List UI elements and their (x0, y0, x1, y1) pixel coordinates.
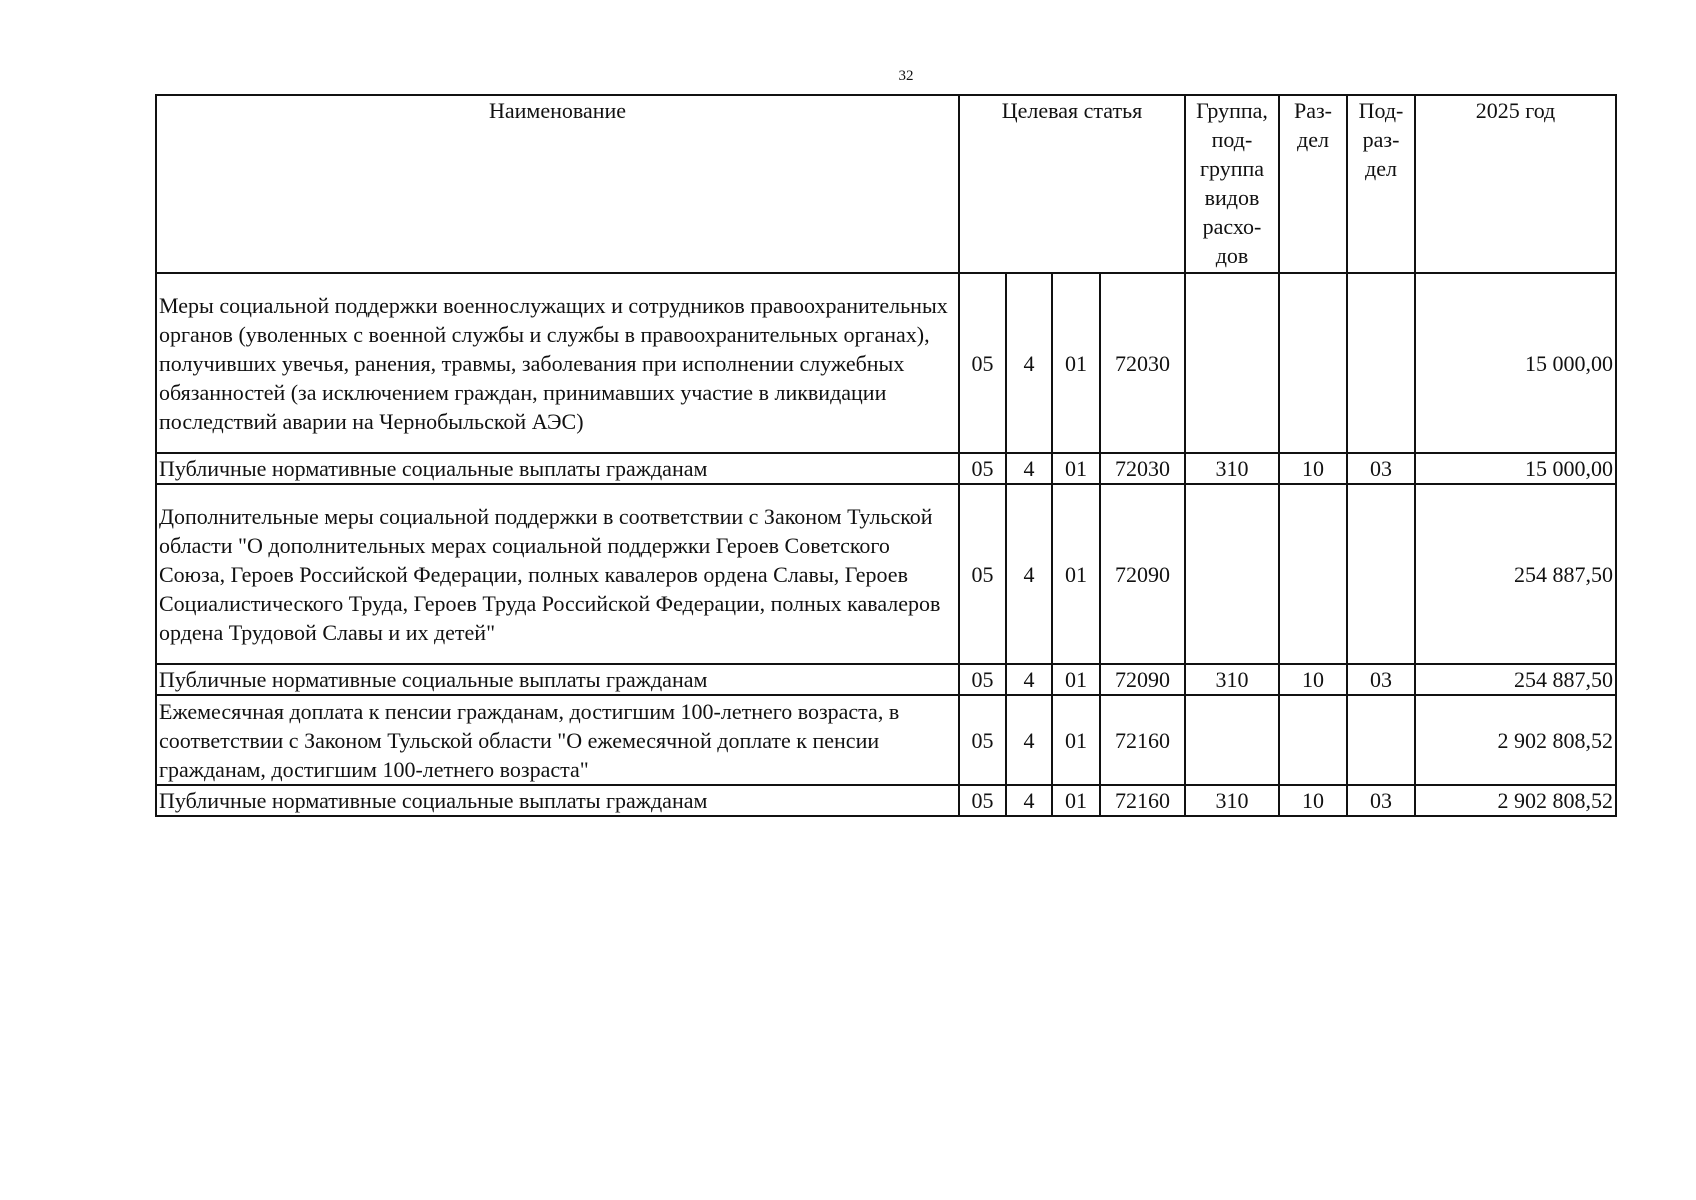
row-amount: 2 902 808,52 (1415, 785, 1616, 816)
header-target-article: Целевая статья (959, 95, 1185, 273)
row-subprogram: 4 (1006, 785, 1052, 816)
row-main-event: 01 (1052, 785, 1100, 816)
row-subprogram: 4 (1006, 695, 1052, 785)
row-name: Публичные нормативные социальные выплаты гражданам (156, 785, 959, 816)
row-direction: 72030 (1100, 453, 1185, 484)
row-direction: 72090 (1100, 664, 1185, 695)
row-program: 05 (959, 695, 1006, 785)
row-main-event: 01 (1052, 695, 1100, 785)
row-group: 310 (1185, 453, 1279, 484)
row-subsection: 03 (1347, 785, 1415, 816)
row-amount: 2 902 808,52 (1415, 695, 1616, 785)
row-main-event: 01 (1052, 273, 1100, 453)
row-main-event: 01 (1052, 484, 1100, 664)
row-name: Меры социальной поддержки военнослужащих и сотрудников правоохранительных органов (уволенных с военной службы и службы в правоохранительных органах), получивших увечья, ранения, травмы, заболевания при исполнении служебных обязанностей (за исключением граждан, принимавших участие в ликвидации последствий аварии на Чернобыльской АЭС) (156, 273, 959, 453)
row-subprogram: 4 (1006, 453, 1052, 484)
header-year: 2025 год (1415, 95, 1616, 273)
table-row (156, 273, 1616, 453)
table-row (156, 695, 1616, 785)
row-name: Дополнительные меры социальной поддержки в соответствии с Законом Тульской области "О дополнительных мерах социальной поддержки Героев Советского Союза, Героев Российской Федерации, полных кавалеров ордена Славы, Героев Социалистического Труда, Героев Труда Российской Федерации, полных кавалеров ордена Трудовой Славы и их детей" (156, 484, 959, 664)
row-section (1279, 273, 1347, 453)
row-section: 10 (1279, 664, 1347, 695)
row-group (1185, 484, 1279, 664)
row-amount: 254 887,50 (1415, 664, 1616, 695)
row-name: Публичные нормативные социальные выплаты гражданам (156, 453, 959, 484)
row-subprogram: 4 (1006, 273, 1052, 453)
row-subsection: 03 (1347, 664, 1415, 695)
row-group: 310 (1185, 664, 1279, 695)
row-amount: 15 000,00 (1415, 273, 1616, 453)
row-program: 05 (959, 664, 1006, 695)
row-direction: 72090 (1100, 484, 1185, 664)
row-program: 05 (959, 453, 1006, 484)
row-direction: 72160 (1100, 695, 1185, 785)
row-amount: 15 000,00 (1415, 453, 1616, 484)
table-header-row (156, 95, 1616, 273)
table-row (156, 664, 1616, 695)
row-subprogram: 4 (1006, 664, 1052, 695)
row-name: Ежемесячная доплата к пенсии гражданам, достигшим 100-летнего возраста, в соответствии с Законом Тульской области "О ежемесячной доплате к пенсии гражданам, достигшим 100-летнего возраста" (156, 695, 959, 785)
row-section (1279, 484, 1347, 664)
row-section (1279, 695, 1347, 785)
row-subsection: 03 (1347, 453, 1415, 484)
row-program: 05 (959, 273, 1006, 453)
row-subsection (1347, 695, 1415, 785)
row-group: 310 (1185, 785, 1279, 816)
row-name: Публичные нормативные социальные выплаты гражданам (156, 664, 959, 695)
row-section: 10 (1279, 453, 1347, 484)
row-main-event: 01 (1052, 664, 1100, 695)
row-subsection (1347, 484, 1415, 664)
row-group (1185, 273, 1279, 453)
header-expense-group: Группа, под-группа видов расхо-дов (1185, 95, 1279, 273)
row-section: 10 (1279, 785, 1347, 816)
header-name: Наименование (156, 95, 959, 273)
row-main-event: 01 (1052, 453, 1100, 484)
table-row (156, 484, 1616, 664)
row-subprogram: 4 (1006, 484, 1052, 664)
row-group (1185, 695, 1279, 785)
page-number: 32 (898, 68, 914, 84)
budget-table (155, 94, 1617, 817)
row-program: 05 (959, 484, 1006, 664)
row-program: 05 (959, 785, 1006, 816)
row-direction: 72030 (1100, 273, 1185, 453)
row-direction: 72160 (1100, 785, 1185, 816)
row-amount: 254 887,50 (1415, 484, 1616, 664)
row-subsection (1347, 273, 1415, 453)
header-section: Раз-дел (1279, 95, 1347, 273)
header-subsection: Под-раз-дел (1347, 95, 1415, 273)
table-row (156, 785, 1616, 816)
table-row (156, 453, 1616, 484)
